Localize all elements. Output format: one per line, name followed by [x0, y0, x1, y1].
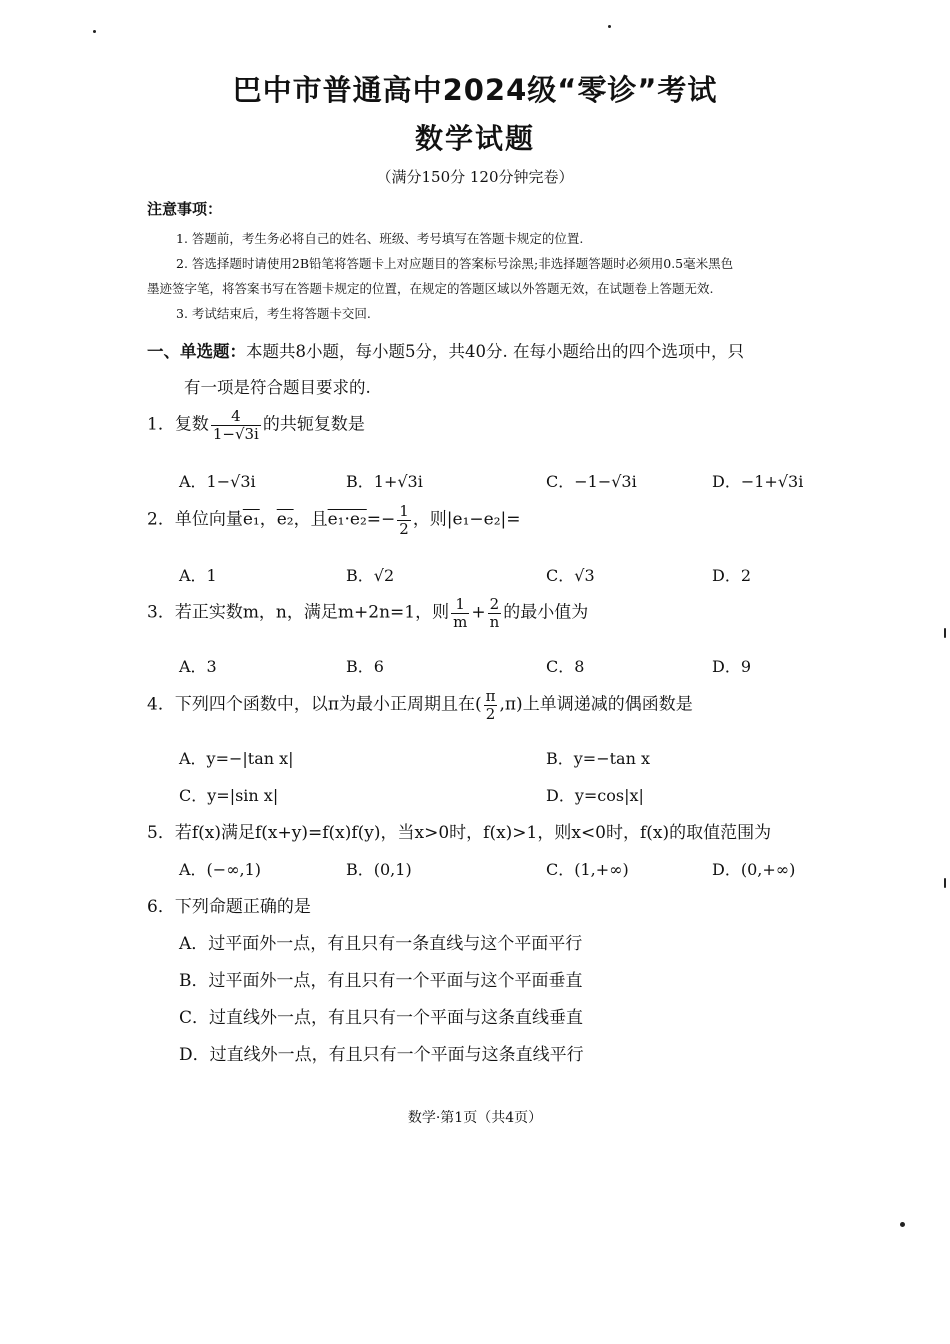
q4-option-c: C．y=|sin x|	[179, 786, 279, 805]
q3-post: 的最小值为	[503, 602, 589, 623]
scan-speck	[944, 878, 946, 888]
section-desc-2: 有一项是符合题目要求的.	[184, 378, 371, 397]
q6-option-c: C．过直线外一点，有且只有一个平面与这条直线垂直	[179, 1008, 584, 1028]
q4-frac-den: 2	[485, 704, 496, 723]
notice-item-2: 2. 答选择题时请使用2B铅笔将答题卡上对应题目的答案标号涂黑;非选择题答题时必须用0.5毫米黑色	[176, 256, 734, 271]
question-4	[147, 688, 693, 722]
q1-option-c: C．−1−√3i	[546, 472, 637, 491]
q3-fraction-1	[451, 596, 469, 630]
q2-post: ，则|e₁−e₂|=	[412, 509, 521, 530]
q3-f2-den: n	[489, 612, 500, 631]
scan-speck	[93, 30, 96, 33]
q1-frac-den: 1−√3i	[212, 424, 259, 443]
q1-fraction	[211, 408, 261, 442]
score-info: （满分150分 120分钟完卷）	[376, 168, 574, 186]
q3-f1-num: 1	[451, 596, 469, 614]
question-1	[147, 408, 365, 442]
q2-mid: ，且	[293, 509, 328, 530]
scan-speck	[900, 1222, 905, 1227]
section-desc-1: 本题共8小题，每小题5分，共40分. 在每小题给出的四个选项中，只	[246, 342, 744, 361]
q2-option-a: A．1	[179, 566, 217, 585]
exam-subtitle: 数学试题	[414, 122, 535, 155]
notice-item-3: 3. 考试结束后，考生将答题卡交回.	[176, 306, 371, 321]
question-5: 5．若f(x)满足f(x+y)=f(x)f(y)，当x>0时，f(x)>1，则x<0时，f(x)的取值范围为	[147, 823, 772, 843]
q5-option-b: B．(0,1)	[346, 860, 412, 879]
q3-fraction-2	[488, 596, 502, 630]
q4-frac-num: π	[485, 687, 496, 705]
q3-plus: +	[471, 602, 486, 623]
q3-pre: 3．若正实数m，n，满足m+2n=1，则	[147, 602, 450, 623]
q4-option-b: B．y=−tan x	[546, 749, 650, 768]
q2-pre: 2．单位向量	[147, 509, 243, 530]
q3-option-d: D．9	[712, 657, 752, 676]
q2-option-b: B．√2	[346, 566, 395, 585]
notice-item-1: 1. 答题前，考生务必将自己的姓名、班级、考号填写在答题卡规定的位置.	[176, 231, 584, 246]
q2-e2: e₂	[276, 509, 294, 530]
section-label: 一、单选题：	[147, 342, 246, 361]
q2-option-d: D．2	[712, 566, 752, 585]
question-3	[147, 596, 588, 630]
q1-post: 的共轭复数是	[262, 414, 365, 435]
q3-f2-num: 2	[488, 596, 502, 614]
q4-option-a: A．y=−|tan x|	[179, 749, 294, 768]
section-heading	[147, 338, 744, 362]
q4-post: ,π)上单调递减的偶函数是	[499, 694, 693, 715]
notice-item-2-cont: 墨迹签字笔，将答案书写在答题卡规定的位置，在规定的答题区域以外答题无效，在试题卷上答题无效.	[147, 281, 714, 296]
q1-pre: 1．复数	[147, 414, 209, 435]
page-footer: 数学·第1页（共4页）	[407, 1110, 543, 1126]
q2-eq: =−	[366, 509, 396, 530]
q2-option-c: C．√3	[546, 566, 595, 585]
q4-fraction	[484, 688, 498, 722]
q1-option-b: B．1+√3i	[346, 472, 423, 491]
q2-fraction	[397, 503, 411, 537]
scan-speck	[608, 25, 611, 28]
q3-option-c: C．8	[546, 657, 585, 676]
q1-frac-num: 4	[211, 408, 261, 426]
q5-option-d: D．(0,+∞)	[712, 860, 796, 879]
question-2	[147, 503, 521, 537]
q5-option-a: A．(−∞,1)	[179, 860, 262, 879]
notice-heading: 注意事项：	[147, 200, 223, 218]
q2-sep: ，	[259, 509, 277, 530]
q4-option-d: D．y=cos|x|	[546, 786, 644, 805]
q4-pre: 4．下列四个函数中，以π为最小正周期且在(	[147, 694, 482, 715]
question-6: 6．下列命题正确的是	[147, 897, 311, 917]
q6-option-b: B．过平面外一点，有且只有一个平面与这个平面垂直	[179, 971, 583, 991]
q1-option-a: A．1−√3i	[179, 472, 256, 491]
q2-frac-num: 1	[399, 502, 409, 520]
exam-title: 巴中市普通高中2024级“零诊”考试	[232, 73, 718, 107]
q2-e1: e₁	[242, 509, 260, 530]
q3-f1-den: m	[453, 612, 468, 631]
q3-option-b: B．6	[346, 657, 384, 676]
scan-speck	[944, 628, 946, 638]
q2-dot-expr: e₁·e₂	[327, 509, 367, 530]
q2-frac-den: 2	[399, 519, 409, 538]
q5-option-c: C．(1,+∞)	[546, 860, 629, 879]
q6-option-d: D．过直线外一点，有且只有一个平面与这条直线平行	[179, 1045, 584, 1065]
q3-option-a: A．3	[179, 657, 217, 676]
q1-option-d: D．−1+√3i	[712, 472, 804, 491]
q6-option-a: A．过平面外一点，有且只有一条直线与这个平面平行	[179, 934, 583, 954]
